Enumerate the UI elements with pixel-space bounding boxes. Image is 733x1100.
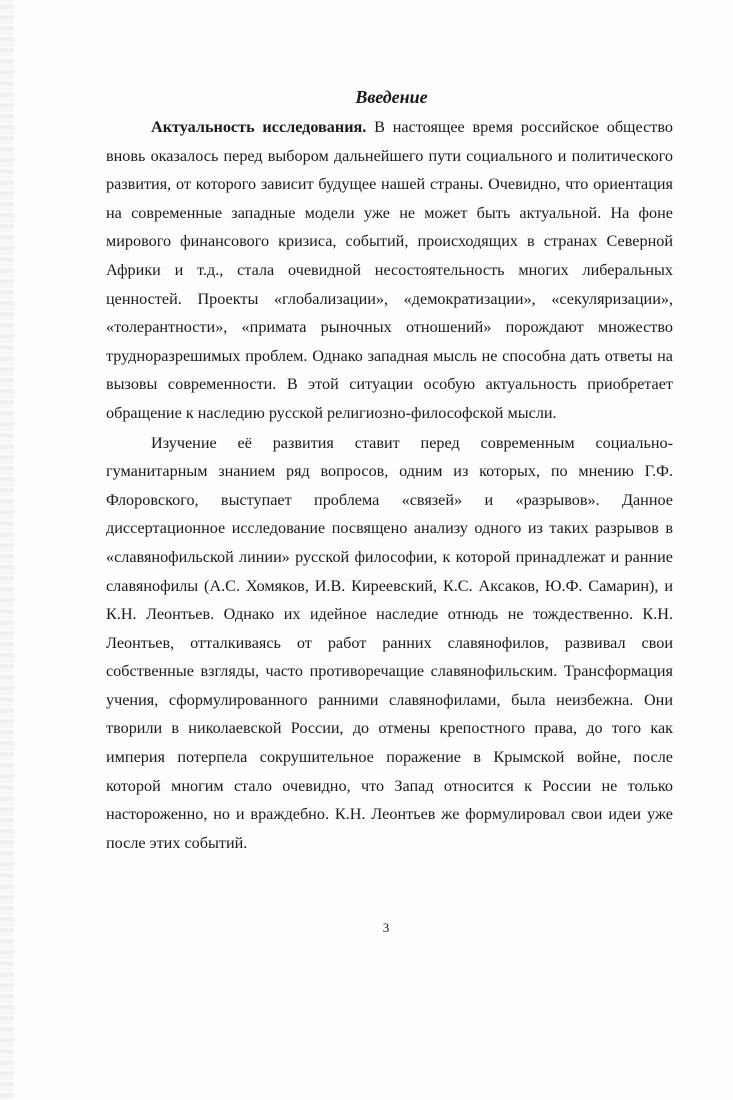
page-number: 3 xyxy=(382,920,390,935)
section-heading: Введение xyxy=(355,87,428,107)
scan-edge xyxy=(0,0,14,1100)
paragraph-relevance xyxy=(106,113,673,428)
document-body xyxy=(106,84,673,857)
paragraph-study: Изучение её развития ставит перед современным социально-гуманитарным знанием ряд вопросов, одним из которых, по мнению Г.Ф. Флоровского, выступает проблема «связей» и «разрывов». Данное диссертационное исследование посвящено анализу одного из таких разрывов в «славянофильской линии» русской философии, к которой принадлежат и ранние славянофилы (А.С. Хомяков, И.В. Киреевский, К.С. Аксаков, Ю.Ф. Самарин), и К.Н. Леонтьев. Однако их идейное наследие отнюдь не тождественно. К.Н. Леонтьев, отталкиваясь от работ ранних славянофилов, развивал свои собственные взгляды, часто противоречащие славянофильским. Трансформация учения, сформулированного ранними славянофилами, была неизбежна. Они творили в николаевской России, до отмены крепостного права, до того как империя потерпела сокрушительное поражение в Крымской войне, после которой многим стало очевидно, что Запад относится к России не только настороженно, но и враждебно. К.Н. Леонтьев же формулировал свои идеи уже после этих событий. xyxy=(106,433,673,852)
paragraph-relevance-text: В настоящее время российское общество вновь оказалось перед выбором дальнейшего пути социального и политического развития, от которого зависит будущее нашей страны. Очевидно, что ориентация на современные западные модели уже не может быть актуальной. На фоне мирового финансового кризиса, событий, происходящих в странах Северной Африки и т.д., стала очевидной несостоятельность многих либеральных ценностей. Проекты «глобализации», «демократизации», «секуляризации», «толерантности», «примата рыночных отношений» порождают множество трудноразрешимых проблем. Однако западная мысль не способна дать ответы на вызовы современности. В этой ситуации особую актуальность приобретает обращение к наследию русской религиозно-философской мысли. xyxy=(106,118,673,422)
paragraph-lead: Актуальность исследования. xyxy=(151,118,367,136)
